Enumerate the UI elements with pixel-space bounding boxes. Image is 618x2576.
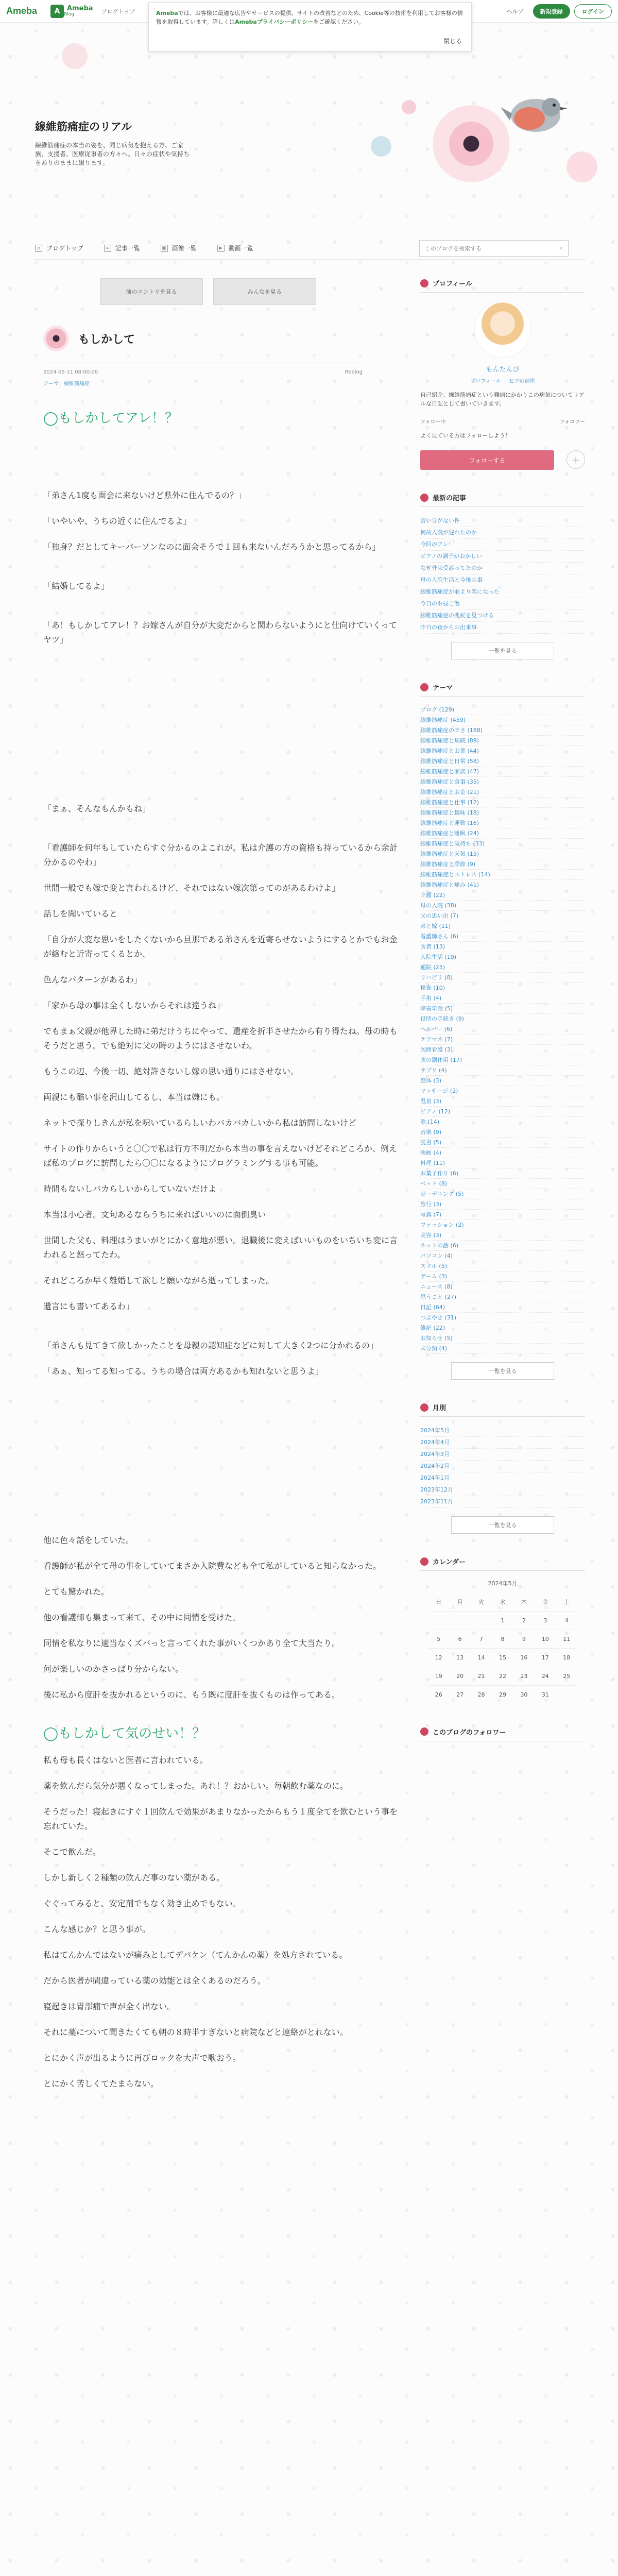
- calendar-heading: [420, 1556, 585, 1571]
- body-paragraph: 世間一般でも嫁で変と言われるけど、それではない嫁次第ってのがあるわけよ」: [43, 883, 340, 893]
- theme-link[interactable]: 美容 (3): [420, 1230, 585, 1241]
- prev-entry-button[interactable]: 前のエントリを見る: [100, 278, 203, 305]
- top-tools-link[interactable]: ブログトップ: [101, 8, 135, 15]
- theme-link[interactable]: 入院生活 (19): [420, 952, 585, 962]
- archive-link[interactable]: 2024年3月: [420, 1449, 585, 1461]
- theme-link[interactable]: 線維筋痛症と睡眠 (24): [420, 828, 585, 839]
- blog-header: [0, 23, 618, 218]
- calendar-day[interactable]: 26: [428, 1685, 449, 1704]
- recent-entry-link[interactable]: 母の入院生活と今後の事: [420, 574, 585, 586]
- body-paragraph: 両親にも酷い事を沢山してるし、本当は嫌にも。: [43, 1092, 225, 1102]
- theme-link[interactable]: つぶやき (31): [420, 1313, 585, 1323]
- notice-text: では、お客様に最適な広告やサービスの提供、サイトの改善などのため、Cookie等の技術を利用してお客様の情報を取得しています。詳しくは: [156, 10, 463, 25]
- ameba-blog-mark-icon: A: [50, 5, 64, 18]
- search-icon[interactable]: ⌕: [559, 245, 563, 251]
- flower-decoration: [62, 43, 88, 69]
- body-paragraph: 「看護師を何年もしていたらすぐ分かるのよこれが。私は介護の方の資格も持っているから余計分かるのやわ」: [43, 843, 398, 867]
- following-link[interactable]: フォロー中: [420, 419, 446, 425]
- body-paragraph: 「家から母の事は全くしないからそれは違うね」: [43, 1001, 225, 1010]
- list-icon: ≡: [104, 245, 111, 252]
- body-heading: ◯もしかしてアレ！？: [43, 411, 179, 426]
- theme-link[interactable]: ゲーム (3): [420, 1272, 585, 1282]
- heading-label: プロフィール: [433, 280, 472, 288]
- archive-section: [420, 1402, 585, 1534]
- calendar-day[interactable]: 9: [513, 1630, 535, 1648]
- body-paragraph: 私はてんかんではないが痛みとしてデパケン（てんかんの薬）を処方されている。: [43, 1950, 348, 1960]
- heading-label: テーマ: [433, 684, 453, 692]
- profile-text: 自己紹介：線維筋痛症という難病にかかりこの病気についてリアルな日記として書いていきます。: [420, 392, 585, 407]
- entry-title[interactable]: もしかして: [78, 333, 135, 346]
- login-button[interactable]: ログイン: [574, 4, 612, 19]
- archive-link[interactable]: 2024年4月: [420, 1437, 585, 1449]
- body-paragraph: 薬を飲んだら気分が悪くなってしまった。あれ！？おかしい。毎朝飲む薬なのに。: [43, 1781, 349, 1791]
- nav-label: ブログトップ: [46, 245, 83, 252]
- calendar: [428, 1579, 577, 1704]
- flower-decoration: [566, 151, 597, 182]
- calendar-day[interactable]: [428, 1611, 449, 1630]
- privacy-policy-link[interactable]: Amebaプライバシーポリシー: [235, 19, 314, 25]
- weekday-label: 木: [513, 1592, 535, 1611]
- theme-link[interactable]: ニュース (8): [420, 1282, 585, 1292]
- follow-row: [420, 450, 585, 470]
- calendar-day[interactable]: 10: [535, 1630, 556, 1648]
- paragraph-group-c: [43, 1533, 399, 1702]
- calendar-day[interactable]: 3: [535, 1611, 556, 1630]
- body-paragraph: 「結婚してるよ」: [43, 581, 110, 591]
- followers-link[interactable]: フォロワー: [559, 419, 585, 425]
- entry-meta: [43, 369, 363, 375]
- flower-icon: [420, 1727, 428, 1736]
- paragraph-group-b: [43, 802, 399, 1379]
- theme-link[interactable]: 整体 (3): [420, 1076, 585, 1086]
- recent-entry-link[interactable]: 今回のアレ！: [420, 539, 585, 551]
- flower-icon: [420, 279, 428, 287]
- body-paragraph: それどころか早く離婚して欲しと願いながら逝ってしまった。: [43, 1276, 274, 1285]
- calendar-day[interactable]: 13: [449, 1648, 470, 1667]
- themes-heading: [420, 682, 585, 697]
- recent-entry-link[interactable]: 昨日の夜からの出来事: [420, 622, 585, 634]
- calendar-day[interactable]: 4: [556, 1611, 577, 1630]
- calendar-table: [428, 1592, 577, 1704]
- next-entry-button[interactable]: みんなを見る: [213, 278, 316, 305]
- theme-link[interactable]: サプリ (4): [420, 1065, 585, 1076]
- theme-link[interactable]: ブログ (129): [420, 705, 585, 715]
- theme-link[interactable]: スマホ (5): [420, 1261, 585, 1272]
- profile-box: [420, 301, 585, 470]
- recent-entry-link[interactable]: 今日のお昼ご飯: [420, 598, 585, 610]
- notice-text-2: をご確認ください。: [313, 19, 365, 25]
- heading-label: 月別: [433, 1404, 447, 1412]
- calendar-day[interactable]: [449, 1611, 470, 1630]
- theme-link[interactable]: 線維筋痛症と趣味 (18): [420, 808, 585, 818]
- theme-link[interactable]: 雑記 (22): [420, 1323, 585, 1333]
- theme-link[interactable]: 温泉 (3): [420, 1096, 585, 1107]
- flower-icon: [420, 1557, 428, 1566]
- theme-link[interactable]: ピアノ (12): [420, 1107, 585, 1117]
- calendar-day[interactable]: 28: [471, 1685, 492, 1704]
- theme-link[interactable]: 訪問看護 (3): [420, 1045, 585, 1055]
- theme-link[interactable]: 線維筋痛症と天気 (15): [420, 849, 585, 859]
- theme-link[interactable]: 線維筋痛症と食事 (35): [420, 777, 585, 787]
- calendar-day[interactable]: 25: [556, 1667, 577, 1685]
- calendar-body: [428, 1611, 577, 1704]
- calendar-day[interactable]: 22: [492, 1667, 513, 1685]
- themes-section: [420, 682, 585, 1380]
- body-paragraph: 「独身？だとしてキーパーソンなのに面会そうで１回も来ないんだろうかと思ってるから」: [43, 542, 381, 552]
- theme-link[interactable]: 弟と嫁 (11): [420, 921, 585, 931]
- weekday-label: 日: [428, 1592, 449, 1611]
- theme-link[interactable]: 線維筋痛症と痛み (41): [420, 880, 585, 890]
- followers-section: [420, 1727, 585, 1741]
- archive-heading: [420, 1402, 585, 1417]
- theme-link[interactable]: 線維筋痛症と季節 (9): [420, 859, 585, 870]
- followers-heading: [420, 1727, 585, 1741]
- notice-close-button[interactable]: 閉じる: [443, 38, 462, 45]
- archive-link[interactable]: 2024年5月: [420, 1425, 585, 1437]
- body-paragraph: 後に私から度肝を抜かれるというのに、もう既に度肝を抜くものは作ってある。: [43, 1690, 340, 1700]
- theme-link[interactable]: 旅行 (3): [420, 1199, 585, 1210]
- body-paragraph: 「自分が大変な思いをしたくないから旦那である弟さんを近寄らせないようにするとかでもお金が絡むと近寄ってくるとか、: [43, 935, 398, 959]
- calendar-day[interactable]: 29: [492, 1685, 513, 1704]
- calendar-day[interactable]: 27: [449, 1685, 470, 1704]
- theme-link[interactable]: マッサージ (2): [420, 1086, 585, 1096]
- entry-date: 2024-05-11 08:00:00: [43, 369, 98, 375]
- calendar-day[interactable]: 21: [471, 1667, 492, 1685]
- nav-label: 画像一覧: [171, 245, 197, 252]
- archive-more-button[interactable]: 一覧を見る: [451, 1516, 554, 1534]
- theme-link[interactable]: 線維筋痛症の辛さ (188): [420, 725, 585, 736]
- archive-link[interactable]: 2023年11月: [420, 1496, 585, 1508]
- theme-link[interactable]: 音楽 (9): [420, 1127, 585, 1138]
- weekday-label: 火: [471, 1592, 492, 1611]
- blog-search-box: [419, 240, 569, 257]
- nav-image-list[interactable]: [161, 244, 197, 252]
- theme-link[interactable]: 線維筋痛症とストレス (14): [420, 870, 585, 880]
- spacer: [43, 647, 399, 802]
- calendar-day[interactable]: 11: [556, 1630, 577, 1648]
- body-paragraph: 私も母も長くはないと医者に言われている。: [43, 1755, 209, 1765]
- profile-name[interactable]: もんたんび: [486, 366, 520, 374]
- theme-link[interactable]: 映画 (4): [420, 1148, 585, 1158]
- body-paragraph: そこで飲んだ。: [43, 1847, 101, 1857]
- cookie-notice-popup: [148, 2, 472, 52]
- theme-link[interactable]: 歌 (14): [420, 1117, 585, 1127]
- body-paragraph: もうこの辺、今後一切、絶対許さないし嫁の思い通りにはさせない。: [43, 1066, 299, 1076]
- body-paragraph: そうだった！寝起きにすぐ１回飲んで効果があまりなかったからもう１度全てを飲むという事を忘れていた。: [43, 1807, 398, 1831]
- blog-nav: [35, 237, 586, 260]
- archive-list: [420, 1425, 585, 1508]
- body-paragraph: 世間した父も、料理はうまいがとにかく意地が悪い。退職後に変えばいいものをいちいち変に言われると怒ってたわ。: [43, 1235, 398, 1260]
- body-paragraph: 寝起きは胃部痛で声が全く出ない。: [43, 2002, 176, 2011]
- weekday-label: 金: [535, 1592, 556, 1611]
- archive-link[interactable]: 2024年2月: [420, 1461, 585, 1472]
- recent-entry-link[interactable]: 線維筋痛症が前より楽になった: [420, 586, 585, 598]
- theme-link[interactable]: お菓子作り (6): [420, 1168, 585, 1179]
- themes-more-button[interactable]: 一覧を見る: [451, 1362, 554, 1380]
- calendar-week-row: [428, 1667, 577, 1685]
- body-paragraph: 「弟さんも見てきて欲しかったことを母親の認知症などに対して大きく2つに分かれるの」: [43, 1341, 379, 1350]
- blog-search-input[interactable]: [425, 245, 560, 252]
- calendar-day[interactable]: 7: [471, 1630, 492, 1648]
- theme-link[interactable]: 役所の手続き (9): [420, 1014, 585, 1024]
- nav-video-list[interactable]: [217, 244, 253, 252]
- body-paragraph: サイトの作りからいうと〇〇で私は行方不明だから本当の事を言えないけどそれどころか、例えば私のブログに訪問したら〇〇になるようにプログラミングする事も可能。: [43, 1144, 397, 1168]
- flower-icon: [420, 683, 428, 691]
- theme-link[interactable]: 線維筋痛症と家族 (47): [420, 767, 585, 777]
- body-paragraph: ぐぐってみると、安定剤でもなく効き止めでもない。: [43, 1899, 241, 1908]
- image-icon: ▣: [161, 245, 168, 252]
- calendar-day[interactable]: 23: [513, 1667, 535, 1685]
- calendar-day[interactable]: [471, 1611, 492, 1630]
- ameba-blog-text: Ameba: [67, 5, 93, 12]
- theme-link[interactable]: 読書 (5): [420, 1138, 585, 1148]
- help-link[interactable]: ヘルプ: [506, 8, 524, 15]
- sidebar: [420, 278, 585, 1750]
- calendar-day[interactable]: 24: [535, 1667, 556, 1685]
- spacer: [43, 427, 399, 488]
- body-paragraph: とても驚かれた。: [43, 1587, 110, 1597]
- calendar-week-row: [428, 1611, 577, 1630]
- theme-link[interactable]: リハビリ (8): [420, 973, 585, 983]
- calendar-week-row: [428, 1630, 577, 1648]
- theme-link[interactable]: 薬の副作用 (17): [420, 1055, 585, 1065]
- nav-label: 動画一覧: [228, 245, 253, 252]
- entry-pager: [100, 278, 399, 305]
- flower-icon: [43, 326, 69, 351]
- theme-link[interactable]: パソコン (4): [420, 1251, 585, 1261]
- nav-label: 記事一覧: [115, 245, 140, 252]
- archive-link[interactable]: 2024年1月: [420, 1472, 585, 1484]
- calendar-day[interactable]: 5: [428, 1630, 449, 1648]
- ameba-blog-logo[interactable]: [50, 5, 93, 18]
- theme-link[interactable]: ケアマネ (7): [420, 1035, 585, 1045]
- theme-link[interactable]: 未分類 (4): [420, 1344, 585, 1354]
- body-paragraph: 同情を私なりに適当なくズバっと言ってくれた事がいくつかあり全て大当たり。: [43, 1638, 340, 1648]
- recent-entry-link[interactable]: 何故入院が遅れたのか: [420, 527, 585, 539]
- recent-heading: [420, 493, 585, 507]
- theme-link[interactable]: 線維筋痛症とお金 (21): [420, 787, 585, 798]
- heading-label: このブログのフォロワー: [433, 1728, 506, 1737]
- recent-entry-link[interactable]: 言い分がない件: [420, 515, 585, 527]
- theme-link[interactable]: 通院 (25): [420, 962, 585, 973]
- profile-heading: [420, 278, 585, 293]
- calendar-day[interactable]: 20: [449, 1667, 470, 1685]
- heading-label: 最新の記事: [433, 495, 467, 502]
- body-paragraph: でもまぁ父親が他界した時に弟だけうちにやって、遺産を折半させたから有り得たね。母の時もそうだと思う。でも絶対に父の時のようにはさせないわ。: [43, 1026, 398, 1050]
- main-column: [43, 278, 399, 2091]
- body-paragraph: 他の看護師も集まって来て、その中に同情を受けた。: [43, 1613, 241, 1622]
- nav-blog-top[interactable]: [35, 244, 83, 252]
- body-paragraph: 「いやいや、うちの近くに住んでるよ」: [43, 516, 192, 526]
- flower-decoration: [402, 100, 416, 114]
- calendar-day[interactable]: 18: [556, 1648, 577, 1667]
- calendar-title: 2024年5月: [488, 1580, 518, 1587]
- body-paragraph: 色んなパターンがあるわ」: [43, 975, 142, 985]
- archive-link[interactable]: 2023年12月: [420, 1484, 585, 1496]
- weekday-label: 水: [492, 1592, 513, 1611]
- notice-brand: Ameba: [156, 10, 178, 16]
- calendar-day[interactable]: 2: [513, 1611, 535, 1630]
- paragraph-group-a: [43, 488, 399, 647]
- body-paragraph: 話しを聞いていると: [43, 909, 118, 919]
- theme-link[interactable]: 線維筋痛症とお薬 (44): [420, 746, 585, 756]
- anemone-illustration: [433, 105, 510, 182]
- theme-link[interactable]: 料理 (11): [420, 1158, 585, 1168]
- theme-link[interactable]: 医者 (13): [420, 942, 585, 952]
- theme-link[interactable]: ネットの話 (6): [420, 1241, 585, 1251]
- reblog-link[interactable]: Reblog: [345, 369, 363, 375]
- body-paragraph: 看護師が私が全て母の事をしていてまさか入院費なども全て私がしていると知らなかった。: [43, 1561, 382, 1571]
- calendar-day[interactable]: 16: [513, 1648, 535, 1667]
- entry-theme-link[interactable]: テーマ：線維筋痛症: [43, 381, 90, 387]
- body-paragraph: だから医者が間違っている薬の効能とは全くあるのだろう。: [43, 1976, 266, 1986]
- body-paragraph: とにかく声が出るように再びロックを大声で歌おう。: [43, 2053, 241, 2063]
- body-paragraph: しかし新しく２種類の飲んだ事のない薬がある。: [43, 1873, 225, 1883]
- body-paragraph: 「あ！もしかしてアレ！？お嫁さんが自分が大変だからと関わらないようにと仕向けていくってヤツ」: [43, 620, 398, 645]
- home-icon: ⌂: [35, 245, 42, 252]
- theme-link[interactable]: お知らせ (5): [420, 1333, 585, 1344]
- theme-link[interactable]: 介護 (22): [420, 890, 585, 901]
- theme-link[interactable]: ヘルパー (6): [420, 1024, 585, 1035]
- calendar-day[interactable]: 15: [492, 1648, 513, 1667]
- recent-more-button[interactable]: 一覧を見る: [451, 642, 554, 659]
- flower-decoration: [371, 136, 391, 157]
- nav-entry-list[interactable]: [104, 244, 140, 252]
- weekday-label: 月: [449, 1592, 470, 1611]
- entry-header: [43, 326, 363, 363]
- theme-link[interactable]: 父の思い出 (7): [420, 911, 585, 921]
- spacer: [43, 1379, 399, 1533]
- plus-icon[interactable]: ＋: [566, 450, 585, 469]
- calendar-day[interactable]: 19: [428, 1667, 449, 1685]
- calendar-week-row: [428, 1685, 577, 1704]
- calendar-day[interactable]: 6: [449, 1630, 470, 1648]
- body-paragraph: 時間もないしバカらしいからしていないだけよ: [43, 1184, 217, 1194]
- blog-title[interactable]: 線維筋痛症のリアル: [35, 121, 132, 133]
- body-paragraph: それに薬について聞きたくても朝の８時半すぎないと病院などと連絡がとれない。: [43, 2027, 348, 2037]
- recent-entry-link[interactable]: なぜ外来受診ってたのか: [420, 563, 585, 574]
- calendar-day[interactable]: 1: [492, 1611, 513, 1630]
- theme-link[interactable]: ペット (8): [420, 1179, 585, 1189]
- theme-list: [420, 705, 585, 1354]
- top-right-actions: [507, 4, 612, 19]
- theme-link[interactable]: 線維筋痛症 (459): [420, 715, 585, 725]
- follow-stats: [420, 417, 585, 425]
- recent-entry-link[interactable]: 線維筋痛症の兆候を見つける: [420, 610, 585, 622]
- heading-label: カレンダー: [433, 1558, 466, 1566]
- weekday-label: 土: [556, 1592, 577, 1611]
- theme-link[interactable]: 母の入院 (38): [420, 901, 585, 911]
- theme-link[interactable]: ファッション (2): [420, 1220, 585, 1230]
- calendar-day[interactable]: [556, 1685, 577, 1704]
- recent-entries-section: [420, 493, 585, 659]
- theme-link[interactable]: 線維筋痛症と日常 (58): [420, 756, 585, 767]
- theme-link[interactable]: 写真 (7): [420, 1210, 585, 1220]
- calendar-day[interactable]: 31: [535, 1685, 556, 1704]
- body-paragraph: 何が楽しいのかさっぱり分からない。: [43, 1664, 184, 1674]
- flower-icon: [420, 494, 428, 502]
- follow-hint: よく見ている方はフォローしよう！: [420, 432, 511, 439]
- body-paragraph: 「まぁ、そんなもんかもね」: [43, 804, 151, 814]
- calendar-day[interactable]: 8: [492, 1630, 513, 1648]
- theme-link[interactable]: 線維筋痛症と運動 (16): [420, 818, 585, 828]
- calendar-section: [420, 1556, 585, 1704]
- calendar-day[interactable]: 30: [513, 1685, 535, 1704]
- calendar-day[interactable]: 14: [471, 1648, 492, 1667]
- theme-link[interactable]: 手術 (4): [420, 993, 585, 1004]
- profile-links[interactable]: プロフィール ｜ ピグの部屋: [470, 379, 535, 384]
- body-paragraph: 遺言にも書いてあるわ」: [43, 1301, 134, 1311]
- theme-link[interactable]: 看護師さん (6): [420, 931, 585, 942]
- video-icon: ▶: [217, 245, 225, 252]
- theme-link[interactable]: 線維筋痛症と仕事 (12): [420, 798, 585, 808]
- theme-link[interactable]: 線維筋痛症と病院 (89): [420, 736, 585, 746]
- body-paragraph: こんな感じか？と思う事が。: [43, 1924, 151, 1934]
- theme-link[interactable]: 障害年金 (5): [420, 1004, 585, 1014]
- flower-icon: [420, 1403, 428, 1412]
- theme-link[interactable]: 線維筋痛症と気持ち (33): [420, 839, 585, 849]
- body-paragraph: 本当は小心者。文句あるならうちに来ればいいのに面倒臭い: [43, 1210, 266, 1219]
- register-button[interactable]: 新規登録: [533, 4, 570, 19]
- bird-illustration: [500, 84, 572, 141]
- ameba-blog-sub: Blog: [64, 12, 74, 17]
- avatar[interactable]: [474, 301, 531, 358]
- follow-button[interactable]: フォローする: [420, 450, 554, 470]
- theme-link[interactable]: 検査 (10): [420, 983, 585, 993]
- recent-list: [420, 515, 585, 634]
- body-heading: ◯もしかして気のせい！？: [43, 1726, 206, 1741]
- body-paragraph: 「あぁ、知ってる知ってる。うちの場合は両方あるかも知れないと思うよ」: [43, 1366, 323, 1376]
- body-paragraph: 「弟さん1度も面会に来ないけど県外に住んでるの？」: [43, 490, 247, 500]
- calendar-day[interactable]: 12: [428, 1648, 449, 1667]
- theme-link[interactable]: 思うこと (27): [420, 1292, 585, 1302]
- calendar-day[interactable]: 17: [535, 1648, 556, 1667]
- calendar-week-row: [428, 1648, 577, 1667]
- body-paragraph: とにかく苦しくてたまらない。: [43, 2079, 159, 2089]
- paragraph-group-d: [43, 1753, 399, 2091]
- body-paragraph: ネットで探りしきんが私を呪いているらしいわバカバカしいから私は訪問しないけど: [43, 1118, 357, 1128]
- body-paragraph: 他に色々話をしていた。: [43, 1535, 134, 1545]
- theme-link[interactable]: 日記 (64): [420, 1302, 585, 1313]
- ameba-logo[interactable]: Ameba: [6, 6, 38, 16]
- blog-description: 線維筋痛症の本当の姿を、同じ病気を抱える方、ご家族、支援者、医療従事者の方々へ。日々の症状や気持ちをありのままに綴ります。: [35, 142, 190, 166]
- theme-link[interactable]: ガーデニング (5): [420, 1189, 585, 1199]
- recent-entry-link[interactable]: ピアノの調子がおかしい: [420, 551, 585, 563]
